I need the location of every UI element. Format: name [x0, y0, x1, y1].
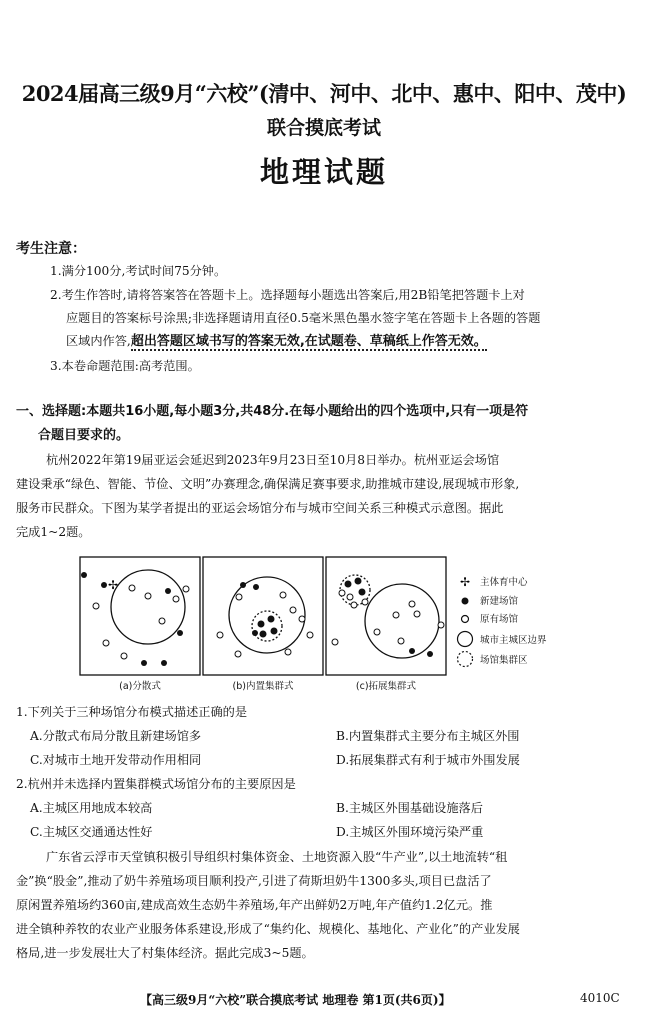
- caption-c: (c)拓展集群式: [355, 681, 417, 692]
- panel-b-cluster: [252, 611, 282, 641]
- notice-item-2b: 应题目的答案标号涂黑;非选择题请用直径0.5毫米黑色墨水签字笔在答题卡上各题的答题: [66, 311, 541, 325]
- q1-option-c[interactable]: C.对城市土地开发带动作用相同: [30, 753, 202, 767]
- passage1-line4: 完成1~2题。: [16, 525, 91, 539]
- notice-item-3: 3.本卷命题范围:高考范围。: [50, 359, 200, 373]
- section-heading-cont: 合题目要求的。: [38, 428, 130, 443]
- panel-a-frame: [80, 557, 200, 675]
- panel-c-boundary: [365, 584, 439, 658]
- notice-item-1: 1.满分100分,考试时间75分钟。: [50, 264, 227, 278]
- exam-title: 2024届高三级9月“六校”(清中、河中、北中、惠中、阳中、茂中): [21, 81, 627, 106]
- exam-subtitle: 联合摸底考试: [266, 117, 381, 139]
- legend-symbols: [458, 575, 473, 667]
- caption-a: (a)分散式: [119, 681, 161, 692]
- passage1-line3: 服务市民群众。下图为某学者提出的亚运会场馆分布与城市空间关系三种模式示意图。据此: [16, 501, 504, 515]
- panel-b-boundary: [229, 577, 305, 653]
- legend-star-icon: ✢: [459, 575, 471, 589]
- passage1-line2: 建设秉承“绿色、智能、节俭、文明”办赛理念,确保满足赛事要求,助推城市建设,展现城市形象,: [16, 477, 520, 491]
- q1-option-d[interactable]: D.拓展集群式有利于城市外围发展: [336, 753, 520, 767]
- legend-center-label: 主体育中心: [480, 577, 528, 588]
- notice-item-2a: 2.考生作答时,请将答案答在答题卡上。选择题每小题选出答案后,用2B铅笔把答题卡上对: [50, 288, 525, 302]
- legend-old-label: 原有场馆: [480, 614, 519, 625]
- legend-cluster-icon: [458, 652, 473, 667]
- footer-text: 【高三级9月“六校”联合摸底考试 地理卷 第1页(共6页)】: [140, 993, 451, 1007]
- notice-item-2c: [66, 333, 487, 350]
- subject-title: 地理试题: [259, 155, 388, 189]
- panel-c-venues: [332, 578, 444, 658]
- legend-new-label: 新建场馆: [480, 596, 519, 607]
- q1-option-b[interactable]: B.内置集群式主要分布主城区外围: [336, 729, 520, 743]
- panel-c-frame: [326, 557, 446, 675]
- passage2-line3: 原闲置养殖场约360亩,建成高效生态奶牛养殖场,年产出鲜奶2万吨,年产值约1.2亿元。推: [16, 898, 493, 912]
- q2-stem: 2.杭州并未选择内置集群模式场馆分布的主要原因是: [16, 777, 296, 791]
- footer-code: 4010C: [580, 991, 620, 1005]
- center-star: ✢: [107, 578, 119, 592]
- passage2-line2: 金”换“股金”,推动了奶牛养殖场项目顺利投产,引进了荷斯坦奶牛1300多头,项目已盘活了: [16, 874, 492, 888]
- q1-stem: 1.下列关于三种场馆分布模式描述正确的是: [16, 705, 248, 719]
- section-heading: 一、选择题:本题共16小题,每小题3分,共48分.在每小题给出的四个选项中,只有一项是符: [16, 404, 529, 419]
- panel-a-boundary: [111, 570, 185, 644]
- legend-cluster-label: 场馆集群区: [480, 655, 528, 666]
- q2-option-a[interactable]: A.主城区用地成本较高: [30, 801, 153, 815]
- notice-item-2c-prefix: 区域内作答,: [66, 334, 131, 348]
- q2-option-d[interactable]: D.主城区外围环境污染严重: [336, 825, 484, 839]
- venue-distribution-figure: [78, 555, 568, 697]
- passage1-line1: 杭州2022年第19届亚运会延迟到2023年9月23日至10月8日举办。杭州亚运会场馆: [46, 453, 500, 467]
- passage2-line5: 格局,进一步发展壮大了村集体经济。据此完成3~5题。: [16, 946, 314, 960]
- legend-new-icon: [462, 598, 469, 605]
- notice-heading: 考生注意：: [16, 241, 86, 257]
- legend-old-icon: [462, 616, 469, 623]
- passage2-line1: 广东省云浮市天堂镇积极引导组织村集体资金、土地资源入股“牛产业”,以土地流转“租: [46, 850, 508, 864]
- legend-boundary-icon: [458, 632, 473, 647]
- q2-option-b[interactable]: B.主城区外围基础设施落后: [336, 801, 483, 815]
- legend-boundary-label: 城市主城区边界: [480, 635, 547, 646]
- passage2-line4: 进全镇种养牧的农业产业服务体系建设,形成了“集约化、规模化、基地化、产业化”的产业发展: [16, 922, 520, 936]
- caption-b: (b)内置集群式: [232, 681, 294, 692]
- q2-option-c[interactable]: C.主城区交通通达性好: [30, 825, 153, 839]
- notice-warning: 超出答题区域书写的答案无效,在试题卷、草稿纸上作答无效。: [130, 334, 487, 349]
- q1-option-a[interactable]: A.分散式布局分散且新建场馆多: [30, 729, 202, 743]
- panel-a-venues: [81, 572, 189, 666]
